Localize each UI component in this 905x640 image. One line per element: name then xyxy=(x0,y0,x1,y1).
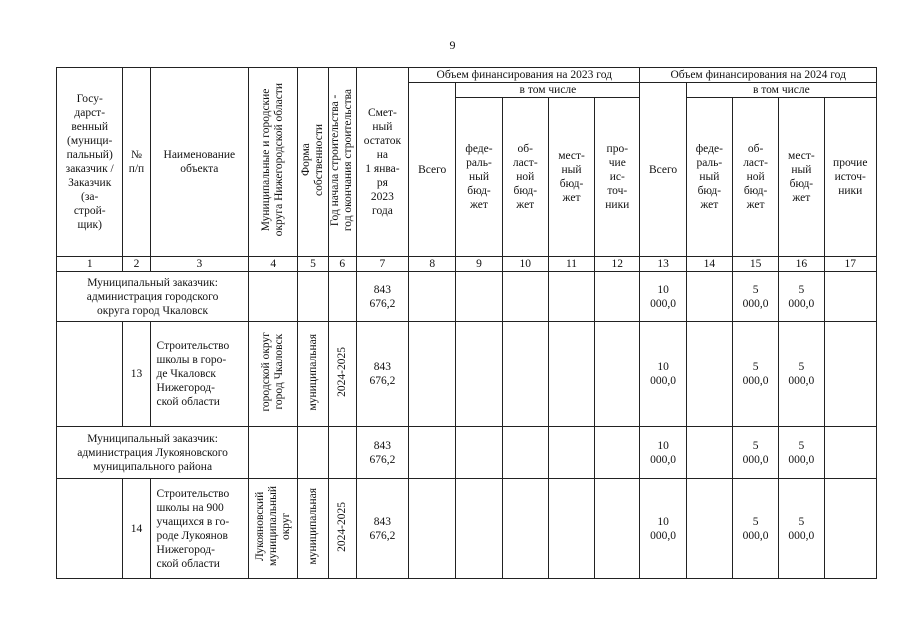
header-fin-2024: Объем финансирования на 2024 год xyxy=(640,68,877,83)
forma-cell: муниципальная xyxy=(298,322,328,427)
header-name: Наименование объекта xyxy=(150,68,249,257)
smet-value: 843 676,2 xyxy=(356,272,408,322)
header-mest-2024: мест- ный бюд- жет xyxy=(779,98,824,257)
column-number: 13 xyxy=(640,257,686,272)
header-v-tom-chisle-2024: в том числе xyxy=(686,83,876,98)
column-number: 9 xyxy=(456,257,502,272)
obl-2024-value: 5 000,0 xyxy=(732,427,778,479)
column-number: 8 xyxy=(409,257,456,272)
header-obl-2024: об- ласт- ной бюд- жет xyxy=(732,98,778,257)
column-number: 6 xyxy=(328,257,356,272)
okrug-cell: Лукояновский муниципальный округ xyxy=(249,479,298,579)
vsego-2024-value: 10 000,0 xyxy=(640,479,686,579)
financing-table xyxy=(56,67,877,579)
customer-row xyxy=(57,427,877,479)
column-number: 5 xyxy=(298,257,328,272)
smet-value: 843 676,2 xyxy=(356,427,408,479)
header-vsego-2024: Всего xyxy=(640,83,686,257)
mest-2024-value: 5 000,0 xyxy=(779,427,824,479)
column-number: 14 xyxy=(686,257,732,272)
smet-value: 843 676,2 xyxy=(356,479,408,579)
vsego-2024-value: 10 000,0 xyxy=(640,322,686,427)
header-smet: Смет- ный остаток на 1 янва- ря 2023 года xyxy=(356,68,408,257)
header-fed-2024: феде- раль- ный бюд- жет xyxy=(686,98,732,257)
column-numbers-row xyxy=(57,257,877,272)
column-number: 10 xyxy=(502,257,548,272)
column-number: 3 xyxy=(150,257,249,272)
header-zakazchik: Госу- дарст- венный (муници- пальный) заказчик / Заказчик (за- строй- щик) xyxy=(57,68,123,257)
object-row xyxy=(57,479,877,579)
header-okrug: Муниципальные и городские округа Нижегородской области xyxy=(249,68,298,257)
object-name: Строительство школы на 900 учащихся в го- роде Лукоянов Нижегород- ской области xyxy=(150,479,249,579)
okrug-cell: городской округ город Чкаловск xyxy=(249,322,298,427)
header-obl-2023: об- ласт- ной бюд- жет xyxy=(502,98,548,257)
header-proch-2024: прочие источ- ники xyxy=(824,98,877,257)
customer-row xyxy=(57,272,877,322)
row-number: 13 xyxy=(123,322,150,427)
column-number: 7 xyxy=(356,257,408,272)
header-forma: Форма собственности xyxy=(298,68,328,257)
page-number: 9 xyxy=(449,38,456,52)
header-fin-2023: Объем финансирования на 2023 год xyxy=(409,68,640,83)
header-proch-2023: про- чие ис- точ- ники xyxy=(595,98,640,257)
obl-2024-value: 5 000,0 xyxy=(732,322,778,427)
mest-2024-value: 5 000,0 xyxy=(779,272,824,322)
obl-2024-value: 5 000,0 xyxy=(732,272,778,322)
column-number: 1 xyxy=(57,257,123,272)
god-cell: 2024-2025 xyxy=(328,479,356,579)
obl-2024-value: 5 000,0 xyxy=(732,479,778,579)
smet-value: 843 676,2 xyxy=(356,322,408,427)
vsego-2024-value: 10 000,0 xyxy=(640,427,686,479)
mest-2024-value: 5 000,0 xyxy=(779,479,824,579)
column-number: 16 xyxy=(779,257,824,272)
forma-cell: муниципальная xyxy=(298,479,328,579)
customer-name: Муниципальный заказчик: администрация Лукояновского муниципального района xyxy=(57,427,249,479)
header-god: Год начала строительства - год окончания строительства xyxy=(328,68,356,257)
god-cell: 2024-2025 xyxy=(328,322,356,427)
header-np: № п/п xyxy=(123,68,150,257)
header-v-tom-chisle-2023: в том числе xyxy=(456,83,640,98)
row-number: 14 xyxy=(123,479,150,579)
column-number: 11 xyxy=(548,257,594,272)
object-name: Строительство школы в горо- де Чкаловск Нижегород- ской области xyxy=(150,322,249,427)
column-number: 2 xyxy=(123,257,150,272)
header-mest-2023: мест- ный бюд- жет xyxy=(548,98,594,257)
column-number: 12 xyxy=(595,257,640,272)
column-number: 15 xyxy=(732,257,778,272)
customer-name: Муниципальный заказчик: администрация городского округа город Чкаловск xyxy=(57,272,249,322)
column-number: 4 xyxy=(249,257,298,272)
mest-2024-value: 5 000,0 xyxy=(779,322,824,427)
header-vsego-2023: Всего xyxy=(409,83,456,257)
column-number: 17 xyxy=(824,257,877,272)
vsego-2024-value: 10 000,0 xyxy=(640,272,686,322)
header-fed-2023: феде- раль- ный бюд- жет xyxy=(456,98,502,257)
object-row xyxy=(57,322,877,427)
